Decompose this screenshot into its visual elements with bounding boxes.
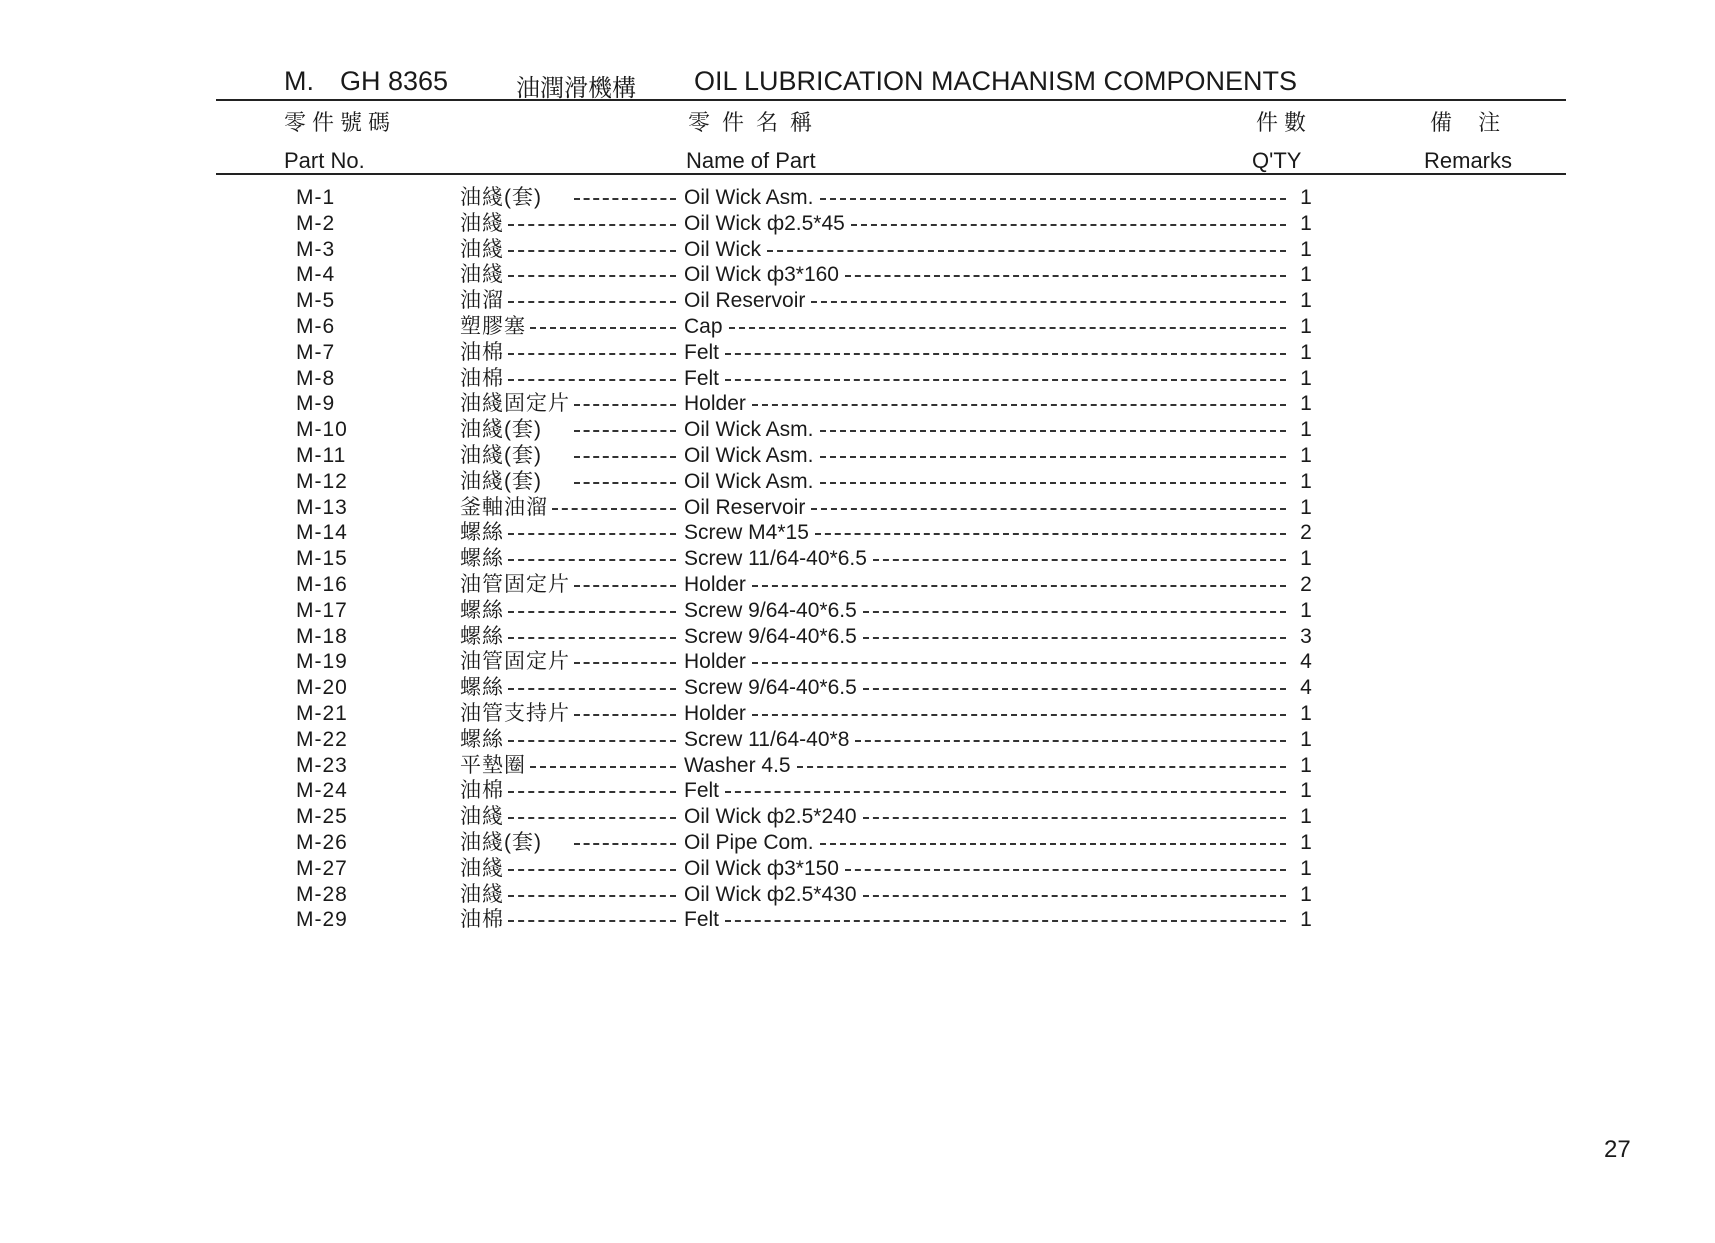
part-name-en: Screw M4*15 — [684, 521, 809, 545]
leader-dashes — [574, 585, 676, 587]
part-name-en: Oil Reservoir — [684, 495, 806, 519]
leader-dashes — [811, 301, 1286, 303]
part-quantity: 1 — [1300, 727, 1312, 751]
table-row — [0, 469, 1715, 495]
part-number: M-18 — [296, 624, 348, 648]
part-name-en: Oil Wick ф2.5*430 — [684, 882, 857, 906]
leader-dashes — [574, 404, 676, 406]
part-name-en: Screw 9/64-40*6.5 — [684, 676, 857, 700]
part-name-zh: 油綫 — [460, 263, 504, 287]
leader-dashes — [752, 585, 1286, 587]
part-number: M-29 — [296, 908, 348, 932]
part-number: M-16 — [296, 573, 348, 596]
page-number: 27 — [1604, 1136, 1631, 1163]
leader-dashes — [508, 353, 676, 355]
leader-dashes — [530, 766, 676, 768]
part-number: M-21 — [296, 702, 348, 725]
part-name-zh: 螺絲 — [460, 598, 504, 622]
part-name-en: Oil Wick Asm. — [684, 186, 814, 209]
leader-dashes — [508, 224, 676, 226]
table-row — [0, 882, 1715, 908]
leader-dashes — [508, 379, 676, 381]
table-row — [0, 495, 1715, 521]
part-name-zh: 油棉 — [460, 366, 504, 390]
part-name-en: Felt — [684, 908, 720, 932]
table-row — [0, 288, 1715, 314]
model-number: GH 8365 — [340, 66, 449, 96]
part-name-zh: 油綫(套) — [460, 831, 542, 854]
part-name-zh: 塑膠塞 — [460, 315, 526, 338]
table-row — [0, 701, 1715, 727]
part-number: M-28 — [296, 882, 348, 906]
part-quantity: 1 — [1300, 702, 1312, 725]
leader-dashes — [851, 224, 1286, 226]
table-row — [0, 830, 1715, 856]
leader-dashes — [552, 508, 676, 510]
part-name-zh: 油棉 — [460, 340, 504, 364]
leader-dashes — [574, 482, 676, 484]
leader-dashes — [725, 920, 1286, 922]
part-number: M-26 — [296, 831, 348, 854]
part-name-en: Oil Wick ф2.5*45 — [684, 211, 845, 235]
part-number: M-8 — [296, 366, 336, 390]
table-row — [0, 262, 1715, 288]
part-quantity: 1 — [1300, 753, 1312, 777]
section-code: M. — [284, 66, 314, 96]
table-row — [0, 211, 1715, 237]
part-name-en: Cap — [684, 315, 723, 338]
part-quantity: 1 — [1300, 237, 1312, 261]
table-row — [0, 391, 1715, 417]
table-row — [0, 727, 1715, 753]
part-quantity: 1 — [1300, 598, 1312, 622]
part-name-zh: 螺絲 — [460, 727, 504, 751]
part-number: M-17 — [296, 598, 348, 622]
leader-dashes — [811, 508, 1286, 510]
part-quantity: 2 — [1300, 521, 1312, 545]
part-quantity: 1 — [1300, 856, 1312, 880]
part-quantity: 1 — [1300, 805, 1312, 829]
table-row — [0, 675, 1715, 701]
table-row — [0, 314, 1715, 340]
part-number: M-23 — [296, 753, 348, 777]
header-top-rule — [216, 99, 1566, 101]
leader-dashes — [508, 895, 676, 897]
leader-dashes — [815, 533, 1286, 535]
part-name-en: Washer 4.5 — [684, 753, 791, 777]
table-row — [0, 624, 1715, 650]
leader-dashes — [797, 766, 1286, 768]
table-row — [0, 649, 1715, 675]
leader-dashes — [845, 275, 1286, 277]
part-quantity: 1 — [1300, 908, 1312, 932]
leader-dashes — [508, 920, 676, 922]
part-quantity: 1 — [1300, 340, 1312, 364]
part-name-en: Holder — [684, 573, 746, 596]
leader-dashes — [574, 456, 676, 458]
leader-dashes — [729, 327, 1286, 329]
part-name-zh: 油綫(套) — [460, 418, 542, 442]
part-number: M-9 — [296, 392, 336, 416]
table-row — [0, 856, 1715, 882]
part-number: M-5 — [296, 289, 336, 313]
part-name-en: Felt — [684, 366, 720, 390]
leader-dashes — [574, 843, 676, 845]
col-name-en: Name of Part — [686, 148, 816, 173]
part-number: M-3 — [296, 237, 336, 261]
table-row — [0, 907, 1715, 933]
part-name-zh: 油綫(套) — [460, 186, 542, 209]
part-name-zh: 螺絲 — [460, 676, 504, 700]
leader-dashes — [508, 740, 676, 742]
part-number: M-22 — [296, 727, 348, 751]
table-row — [0, 366, 1715, 392]
part-quantity: 1 — [1300, 779, 1312, 803]
part-quantity: 1 — [1300, 315, 1312, 338]
part-number: M-19 — [296, 650, 348, 674]
part-quantity: 1 — [1300, 831, 1312, 854]
part-name-zh: 油棉 — [460, 779, 504, 803]
part-number: M-7 — [296, 340, 336, 364]
part-name-zh: 油綫 — [460, 882, 504, 906]
part-name-en: Oil Pipe Com. — [684, 831, 814, 854]
table-row — [0, 546, 1715, 572]
part-name-en: Oil Wick Asm. — [684, 418, 814, 442]
table-row — [0, 237, 1715, 263]
table-row — [0, 804, 1715, 830]
leader-dashes — [508, 817, 676, 819]
part-name-en: Oil Wick Asm. — [684, 469, 814, 493]
part-number: M-11 — [296, 444, 347, 467]
leader-dashes — [508, 688, 676, 690]
part-number: M-20 — [296, 676, 348, 700]
part-number: M-14 — [296, 521, 348, 545]
part-name-zh: 油綫固定片 — [460, 392, 570, 416]
part-quantity: 1 — [1300, 211, 1312, 235]
part-quantity: 1 — [1300, 186, 1312, 209]
col-part-no-en: Part No. — [284, 148, 365, 173]
leader-dashes — [845, 869, 1286, 871]
part-number: M-24 — [296, 779, 348, 803]
part-name-en: Oil Wick ф3*150 — [684, 856, 839, 880]
leader-dashes — [863, 611, 1286, 613]
part-name-zh: 油溜 — [460, 289, 504, 313]
title-chinese: 油潤滑機構 — [516, 75, 636, 102]
col-qty-zh: 件數 — [1256, 110, 1313, 135]
part-quantity: 4 — [1300, 650, 1312, 674]
part-name-zh: 螺絲 — [460, 547, 504, 571]
part-quantity: 2 — [1300, 573, 1312, 596]
leader-dashes — [574, 198, 676, 200]
leader-dashes — [820, 843, 1286, 845]
leader-dashes — [820, 430, 1286, 432]
part-number: M-4 — [296, 263, 336, 287]
table-row — [0, 443, 1715, 469]
leader-dashes — [820, 198, 1286, 200]
part-name-en: Screw 9/64-40*6.5 — [684, 624, 857, 648]
part-name-zh: 油綫 — [460, 211, 504, 235]
leader-dashes — [863, 895, 1286, 897]
leader-dashes — [508, 791, 676, 793]
leader-dashes — [574, 430, 676, 432]
part-quantity: 1 — [1300, 444, 1312, 467]
leader-dashes — [530, 327, 676, 329]
part-number: M-25 — [296, 805, 348, 829]
part-number: M-10 — [296, 418, 348, 442]
col-name-zh: 零件名稱 — [688, 110, 825, 135]
table-row — [0, 753, 1715, 779]
leader-dashes — [508, 637, 676, 639]
part-name-zh: 螺絲 — [460, 624, 504, 648]
leader-dashes — [820, 456, 1286, 458]
part-number: M-2 — [296, 211, 336, 235]
leader-dashes — [873, 559, 1286, 561]
part-name-en: Holder — [684, 392, 746, 416]
table-row — [0, 520, 1715, 546]
part-name-en: Screw 11/64-40*6.5 — [684, 547, 867, 571]
part-quantity: 1 — [1300, 495, 1312, 519]
part-name-zh: 釜軸油溜 — [460, 495, 548, 519]
part-quantity: 1 — [1300, 469, 1312, 493]
part-quantity: 4 — [1300, 676, 1312, 700]
table-row — [0, 598, 1715, 624]
table-row — [0, 417, 1715, 443]
part-quantity: 1 — [1300, 547, 1312, 571]
part-number: M-12 — [296, 469, 348, 493]
leader-dashes — [725, 791, 1286, 793]
header-bottom-rule — [216, 173, 1566, 175]
part-name-zh: 油棉 — [460, 908, 504, 932]
part-name-zh: 螺絲 — [460, 521, 504, 545]
leader-dashes — [863, 637, 1286, 639]
table-row — [0, 572, 1715, 598]
part-name-zh: 油管固定片 — [460, 573, 570, 596]
part-name-en: Holder — [684, 702, 746, 725]
part-number: M-27 — [296, 856, 348, 880]
leader-dashes — [574, 714, 676, 716]
part-quantity: 1 — [1300, 263, 1312, 287]
leader-dashes — [752, 404, 1286, 406]
leader-dashes — [725, 379, 1286, 381]
leader-dashes — [508, 301, 676, 303]
part-name-zh: 油綫(套) — [460, 469, 542, 493]
part-name-en: Oil Wick ф2.5*240 — [684, 805, 857, 829]
part-name-en: Felt — [684, 779, 720, 803]
leader-dashes — [863, 817, 1286, 819]
leader-dashes — [508, 611, 676, 613]
leader-dashes — [508, 559, 676, 561]
part-name-en: Oil Wick — [684, 237, 761, 261]
leader-dashes — [752, 662, 1286, 664]
leader-dashes — [725, 353, 1286, 355]
part-name-zh: 油綫 — [460, 856, 504, 880]
part-quantity: 3 — [1300, 624, 1312, 648]
title-english: OIL LUBRICATION MACHANISM COMPONENTS — [694, 66, 1298, 96]
col-remarks-en: Remarks — [1424, 148, 1513, 173]
part-quantity: 1 — [1300, 366, 1312, 390]
part-name-en: Oil Wick ф3*160 — [684, 263, 839, 287]
part-name-zh: 油管固定片 — [460, 650, 570, 674]
part-number: M-15 — [296, 547, 348, 571]
part-number: M-6 — [296, 315, 336, 338]
table-row — [0, 778, 1715, 804]
part-quantity: 1 — [1300, 418, 1312, 442]
leader-dashes — [508, 250, 676, 252]
leader-dashes — [820, 482, 1286, 484]
part-number: M-13 — [296, 495, 348, 519]
leader-dashes — [508, 533, 676, 535]
part-name-zh: 平墊圈 — [460, 753, 526, 777]
part-name-zh: 油綫(套) — [460, 444, 542, 467]
part-name-zh: 油管支持片 — [460, 702, 570, 725]
table-row — [0, 340, 1715, 366]
part-name-en: Screw 11/64-40*8 — [684, 727, 850, 751]
leader-dashes — [767, 250, 1286, 252]
leader-dashes — [574, 662, 676, 664]
part-number: M-1 — [296, 186, 336, 209]
part-name-zh: 油綫 — [460, 805, 504, 829]
col-qty-en: Q'TY — [1252, 148, 1302, 173]
leader-dashes — [752, 714, 1286, 716]
col-part-no-zh: 零件號碼 — [284, 110, 397, 135]
col-remarks-zh: 備 注 — [1430, 110, 1511, 135]
table-row — [0, 185, 1715, 211]
part-name-en: Screw 9/64-40*6.5 — [684, 598, 857, 622]
leader-dashes — [863, 688, 1286, 690]
part-name-zh: 油綫 — [460, 237, 504, 261]
part-name-en: Holder — [684, 650, 746, 674]
part-name-en: Felt — [684, 340, 720, 364]
part-quantity: 1 — [1300, 392, 1312, 416]
part-quantity: 1 — [1300, 289, 1312, 313]
leader-dashes — [855, 740, 1286, 742]
part-name-en: Oil Reservoir — [684, 289, 806, 313]
part-name-en: Oil Wick Asm. — [684, 444, 814, 467]
leader-dashes — [508, 869, 676, 871]
part-quantity: 1 — [1300, 882, 1312, 906]
leader-dashes — [508, 275, 676, 277]
